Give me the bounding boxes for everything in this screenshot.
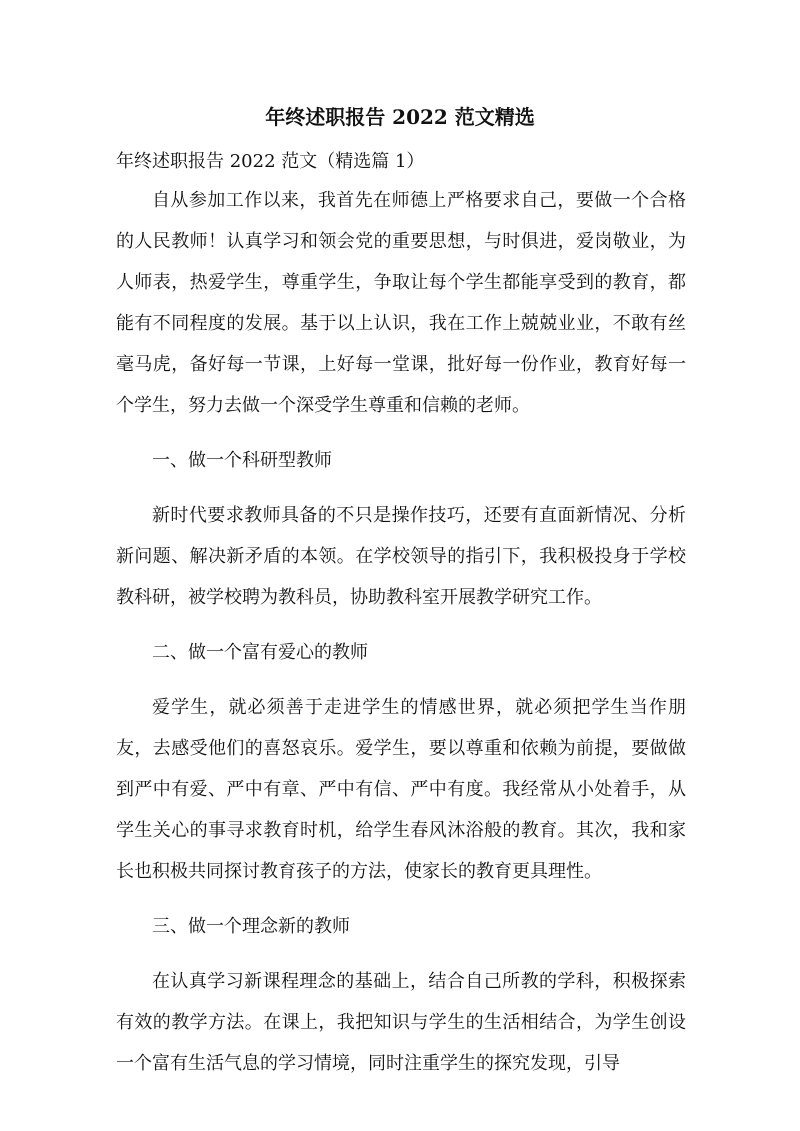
document-title: 年终述职报告 2022 范文精选 (265, 105, 535, 129)
section-3-paragraph: 在认真学习新课程理念的基础上，结合自己所教的学科，积极探索有效的教学方法。在课上，我把知识与学生的生活相结合，为学生创设一个富有生活气息的学习情境，同时注重学生的探究发现，引导 (116, 971, 686, 1074)
document-subtitle: 年终述职报告 2022 范文（精选篇 1） (116, 151, 425, 172)
section-2-heading: 二、做一个富有爱心的教师 (152, 642, 368, 663)
section-1-heading: 一、做一个科研型教师 (152, 450, 332, 471)
section-2-paragraph: 爱学生，就必须善于走进学生的情感世界，就必须把学生当作朋友，去感受他们的喜怒哀乐。爱学生，要以尊重和依赖为前提，要做做到严中有爱、严中有章、严中有信、严中有度。我经常从小处着手，从学生关心的事寻求教育时机，给学生春风沐浴般的教育。其次，我和家长也积极共同探讨教育孩子的方法，使家长的教育更具理性。 (116, 697, 686, 882)
section-3-heading: 三、做一个理念新的教师 (152, 916, 350, 937)
section-1-paragraph: 新时代要求教师具备的不只是操作技巧，还要有直面新情况、分析新问题、解决新矛盾的本领。在学校领导的指引下，我积极投身于学校教科研，被学校聘为教科员，协助教科室开展教学研究工作。 (116, 505, 686, 608)
document-body (116, 180, 686, 1098)
intro-paragraph: 自从参加工作以来，我首先在师德上严格要求自己，要做一个合格的人民教师！认真学习和领会党的重要思想，与时俱进，爱岗敬业，为人师表，热爱学生，尊重学生，争取让每个学生都能享受到的教育，都能有不同程度的发展。基于以上认识，我在工作上兢兢业业，不敢有丝毫马虎，备好每一节课，上好每一堂课，批好每一份作业，教育好每一个学生，努力去做一个深受学生尊重和信赖的老师。 (116, 190, 686, 416)
